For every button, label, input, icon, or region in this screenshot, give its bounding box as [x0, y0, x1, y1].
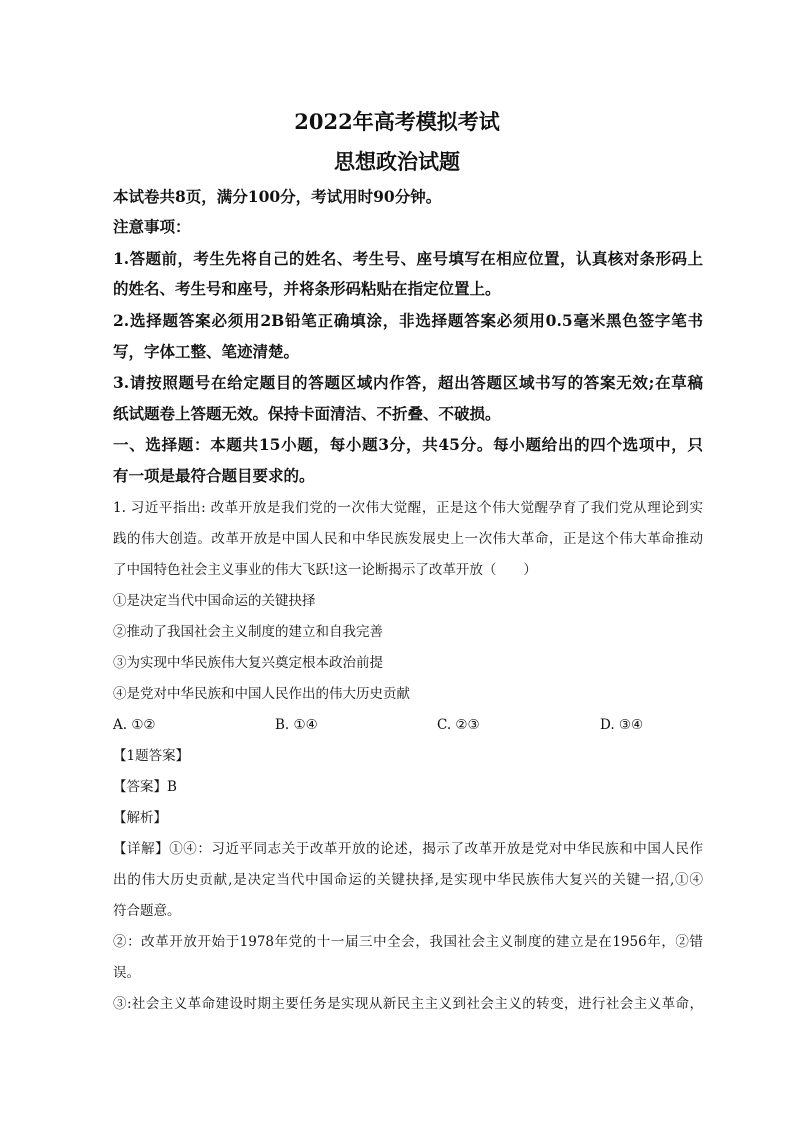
- analysis-label: 【解析】: [113, 810, 167, 826]
- detail-line: 出的伟大历史贡献,是决定当代中国命运的关键抉择,是实现中华民族伟大复兴的关键一招,①④: [113, 872, 703, 888]
- notice-line: 写，字体工整、笔迹清楚。: [113, 342, 300, 361]
- detail-line: ③:社会主义革命建设时期主要任务是实现从新民主主义到社会主义的转变，进行社会主义革命，: [113, 996, 703, 1012]
- section-heading: 有一项是最符合题目要求的。: [113, 466, 315, 485]
- detail-line: 符合题意。: [113, 903, 181, 919]
- notice-line: 的姓名、考生号和座号，并将条形码粘贴在指定位置上。: [113, 279, 501, 298]
- option-a: A. ①②: [113, 717, 156, 733]
- notice-heading: 注意事项：: [113, 217, 191, 236]
- section-heading: 一、选择题：本题共15小题，每小题3分，共45分。每小题给出的四个选项中，只: [113, 435, 703, 454]
- option-b: B. ①④: [275, 717, 318, 733]
- statement-2: ②推动了我国社会主义制度的建立和自我完善: [113, 624, 383, 640]
- option-c: C. ②③: [437, 717, 480, 733]
- answer-line: 【答案】B: [113, 779, 177, 795]
- page-subtitle: 思想政治试题: [334, 149, 460, 174]
- notice-line: 2.选择题答案必须用2B铅笔正确填涂，非选择题答案必须用0.5毫米黑色签字笔书: [113, 311, 703, 330]
- answer-block-label: 【1题答案】: [113, 748, 190, 764]
- option-d: D. ③④: [600, 717, 644, 733]
- detail-line: 【详解】①④：习近平同志关于改革开放的论述，揭示了改革开放是党对中华民族和中国人民作: [113, 841, 703, 857]
- detail-line: ②：改革开放开始于1978年党的十一届三中全会，我国社会主义制度的建立是在1956年，②错: [113, 934, 703, 950]
- detail-line: 误。: [113, 965, 140, 981]
- notice-line: 纸试题卷上答题无效。保持卡面清洁、不折叠、不破损。: [113, 404, 501, 423]
- statement-4: ④是党对中华民族和中国人民作出的伟大历史贡献: [113, 686, 410, 702]
- question-stem-line: 践的伟大创造。改革开放是中国人民和中华民族发展史上一次伟大革命，正是这个伟大革命推动: [113, 531, 703, 547]
- notice-line: 3.请按照题号在给定题目的答题区域内作答，超出答题区域书写的答案无效;在草稿: [113, 373, 703, 392]
- question-stem-line: 1. 习近平指出: 改革开放是我们党的一次伟大觉醒，正是这个伟大觉醒孕育了我们党从理论到实: [113, 500, 703, 516]
- statement-1: ①是决定当代中国命运的关键抉择: [113, 593, 316, 609]
- exam-intro: 本试卷共8页，满分100分，考试用时90分钟。: [113, 187, 442, 206]
- statement-3: ③为实现中华民族伟大复兴奠定根本政治前提: [113, 655, 383, 671]
- notice-line: 1.答题前，考生先将自己的姓名、考生号、座号填写在相应位置，认真核对条形码上: [113, 249, 703, 268]
- page-title: 2022年高考模拟考试: [294, 109, 500, 134]
- question-stem-line: 了中国特色社会主义事业的伟大飞跃!这一论断揭示了改革开放（ ）: [113, 562, 537, 578]
